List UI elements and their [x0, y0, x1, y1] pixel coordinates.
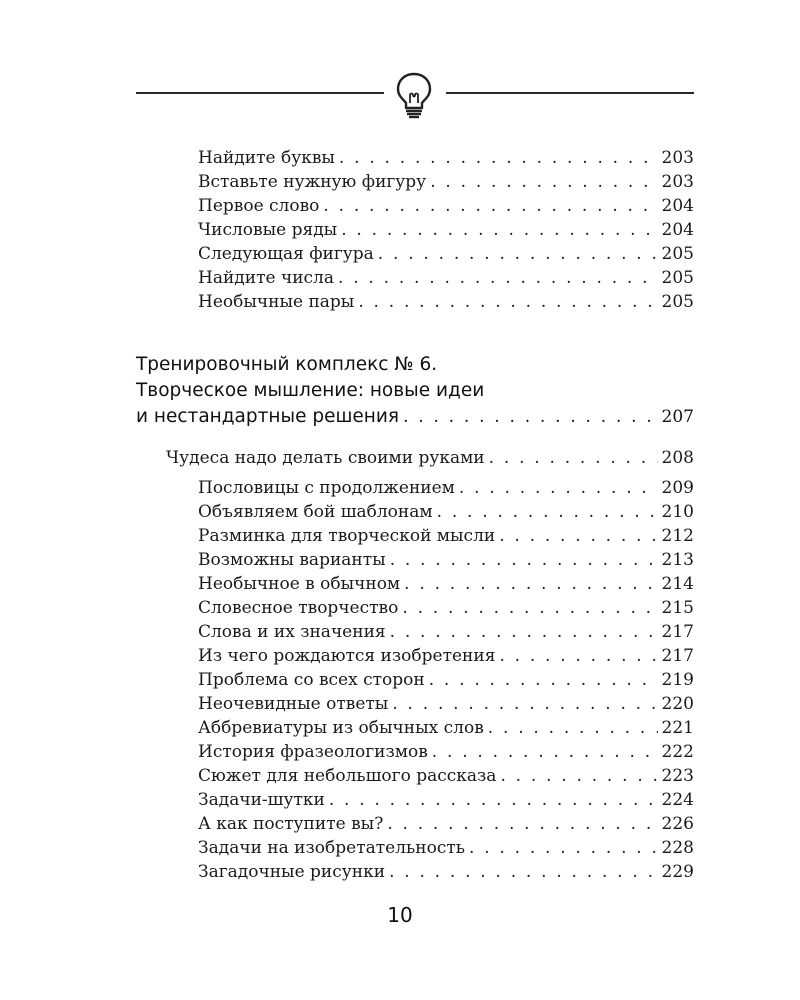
toc-entry-title: Следующая фигура	[198, 244, 374, 264]
toc-entry-page: 204	[661, 220, 694, 240]
toc-entry-title: История фразеологизмов	[198, 742, 428, 762]
toc-entry-page: 229	[661, 862, 694, 882]
toc-entry-title: Загадочные рисунки	[198, 862, 386, 882]
toc-entry[interactable]	[198, 668, 694, 692]
toc-entry[interactable]	[198, 524, 694, 548]
toc-entry-page: 226	[661, 814, 694, 834]
toc-entry[interactable]	[198, 644, 694, 668]
toc-entry[interactable]	[198, 620, 694, 644]
toc-entry[interactable]	[198, 218, 694, 242]
toc-entry[interactable]	[198, 548, 694, 572]
toc-entry-title: Числовые ряды	[198, 220, 338, 240]
toc-entry-page: 219	[661, 670, 694, 690]
lightbulb-icon	[392, 70, 436, 120]
header-rule-right	[446, 92, 694, 94]
toc-entry[interactable]	[198, 500, 694, 524]
toc-entry-page: 221	[661, 718, 694, 738]
toc-entry-page: 223	[661, 766, 694, 786]
toc-entry-page: 224	[661, 790, 694, 810]
leader-dots	[390, 620, 658, 644]
subsection-page: 208	[661, 448, 694, 468]
leader-dots	[358, 290, 657, 314]
leader-dots	[403, 404, 657, 430]
toc-entry-title: Необычные пары	[198, 292, 355, 312]
toc-entry-page: 220	[661, 694, 694, 714]
toc-entry-title: Из чего рождаются изобретения	[198, 646, 496, 666]
toc-entry-page: 217	[661, 646, 694, 666]
toc-entry-title: Найдите числа	[198, 268, 334, 288]
section-title-line-1: Тренировочный комплекс № 6.	[136, 354, 438, 375]
toc-entry-title: Объявляем бой шаблонам	[198, 502, 433, 522]
leader-dots	[404, 572, 657, 596]
leader-dots	[459, 476, 658, 500]
leader-dots	[392, 692, 657, 716]
toc-entry[interactable]	[198, 194, 694, 218]
toc-entry-title: Неочевидные ответы	[198, 694, 389, 714]
toc-entry-page: 203	[661, 172, 694, 192]
toc-entry[interactable]	[198, 476, 694, 500]
subsection-title: Чудеса надо делать своими руками	[166, 448, 485, 468]
section-heading[interactable]	[136, 352, 694, 430]
toc-entry[interactable]	[198, 692, 694, 716]
toc-entry-title: Аббревиатуры из обычных слов	[198, 718, 484, 738]
toc-entry-page: 212	[661, 526, 694, 546]
toc-entry-page: 213	[661, 550, 694, 570]
leader-dots	[499, 644, 657, 668]
toc-entry-page: 209	[661, 478, 694, 498]
toc-entry-title: Задачи-шутки	[198, 790, 325, 810]
leader-dots	[323, 194, 657, 218]
leader-dots	[341, 218, 657, 242]
toc-entry-title: Слова и их значения	[198, 622, 386, 642]
toc-entry-page: 204	[661, 196, 694, 216]
leader-dots	[469, 836, 658, 860]
toc-entry[interactable]	[198, 812, 694, 836]
toc-entry[interactable]	[198, 242, 694, 266]
toc-entry-page: 203	[661, 148, 694, 168]
toc-entry-title: Найдите буквы	[198, 148, 335, 168]
toc-entry[interactable]	[198, 716, 694, 740]
leader-dots	[432, 740, 658, 764]
leader-dots	[499, 524, 657, 548]
section-title-line-2: Творческое мышление: новые идеи	[136, 380, 485, 401]
toc-entry-title: Вставьте нужную фигуру	[198, 172, 427, 192]
toc-entry-title: Сюжет для небольшого рассказа	[198, 766, 497, 786]
leader-dots	[329, 788, 658, 812]
toc-entry-page: 217	[661, 622, 694, 642]
leader-dots	[429, 668, 658, 692]
leader-dots	[389, 860, 657, 884]
leader-dots	[488, 716, 658, 740]
page-number: 10	[387, 903, 413, 927]
toc-entry-page: 210	[661, 502, 694, 522]
toc-entry-title: Необычное в обычном	[198, 574, 401, 594]
leader-dots	[430, 170, 657, 194]
leader-dots	[390, 548, 658, 572]
leader-dots	[387, 812, 657, 836]
toc-entry[interactable]	[198, 764, 694, 788]
subsection-entry[interactable]	[166, 446, 694, 470]
leader-dots	[402, 596, 657, 620]
toc-entry-page: 215	[661, 598, 694, 618]
toc-entry[interactable]	[198, 596, 694, 620]
header-rule-left	[136, 92, 384, 94]
toc-entry[interactable]	[198, 170, 694, 194]
toc-entry-page: 205	[661, 244, 694, 264]
toc-entry-title: А как поступите вы?	[198, 814, 384, 834]
toc-entry[interactable]	[198, 788, 694, 812]
toc-entry-title: Словесное творчество	[198, 598, 399, 618]
toc-entry-title: Первое слово	[198, 196, 320, 216]
toc-entry-page: 214	[661, 574, 694, 594]
toc-entry-title: Пословицы с продолжением	[198, 478, 455, 498]
toc-entry-title: Задачи на изобретательность	[198, 838, 465, 858]
section-page: 207	[661, 407, 694, 427]
leader-dots	[437, 500, 658, 524]
toc-entry[interactable]	[198, 860, 694, 884]
toc-entry-title: Разминка для творческой мысли	[198, 526, 496, 546]
leader-dots	[489, 446, 658, 470]
toc-entry-page: 205	[661, 268, 694, 288]
leader-dots	[500, 764, 657, 788]
toc-entry-page: 205	[661, 292, 694, 312]
toc-entry[interactable]	[198, 266, 694, 290]
toc-entry-title: Возможны варианты	[198, 550, 386, 570]
toc-entry[interactable]	[198, 836, 694, 860]
leader-dots	[339, 146, 658, 170]
toc-entry-title: Проблема со всех сторон	[198, 670, 425, 690]
toc-entry-page: 228	[661, 838, 694, 858]
toc-entry[interactable]	[198, 146, 694, 170]
toc-entry[interactable]	[198, 740, 694, 764]
leader-dots	[338, 266, 658, 290]
toc-entry[interactable]	[198, 572, 694, 596]
leader-dots	[378, 242, 658, 266]
toc-entry-page: 222	[661, 742, 694, 762]
section-title-line-3: и нестандартные решения	[136, 406, 400, 427]
toc-entry[interactable]	[198, 290, 694, 314]
section-title-line-3-row	[136, 404, 694, 430]
